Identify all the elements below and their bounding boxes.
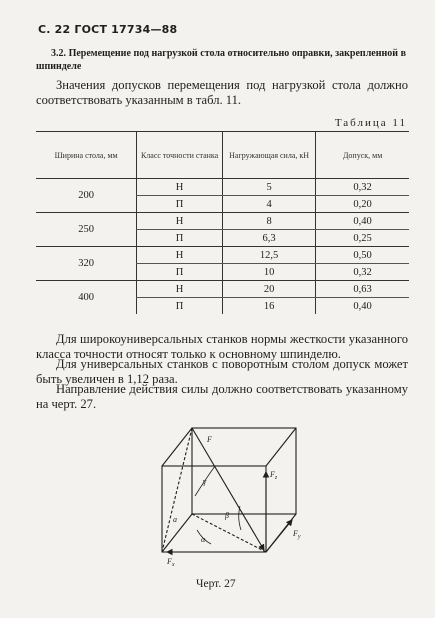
section-heading: 3.2. Перемещение под нагрузкой стола относительно оправки, закрепленной в шпинделе	[36, 48, 406, 72]
label-alpha: α	[201, 535, 206, 544]
cell-width: 200	[36, 179, 137, 213]
cell-tolerance: 0,40	[316, 213, 409, 230]
cell-class: П	[137, 298, 223, 315]
table-row	[36, 213, 409, 230]
force-f-vector	[192, 428, 264, 550]
label-gamma: γ	[203, 477, 207, 486]
cell-force: 16	[222, 298, 315, 315]
cell-class: П	[137, 264, 223, 281]
label-fx: $F_x$	[167, 557, 175, 568]
force-vectors	[162, 428, 292, 552]
cell-force: 12,5	[222, 247, 315, 264]
label-fz: $F_z$	[270, 470, 278, 481]
cell-force: 6,3	[222, 230, 315, 247]
header-load-force: Нагружающая сила, кН	[222, 132, 315, 179]
cell-tolerance: 0,25	[316, 230, 409, 247]
cell-class: Н	[137, 179, 223, 196]
table-row	[36, 281, 409, 298]
force-fy-vector	[266, 520, 292, 552]
cell-tolerance: 0,32	[316, 179, 409, 196]
cell-class: Н	[137, 213, 223, 230]
header-accuracy-class: Класс точности станка	[137, 132, 223, 179]
cell-class: Н	[137, 247, 223, 264]
cell-width: 400	[78, 292, 94, 303]
paragraph-tolerance-intro: Значения допусков перемещения под нагрузкой стола должно соответствовать указанным в табл. 11.	[36, 78, 408, 107]
cell-force: 20	[222, 281, 315, 298]
figure-caption: Черт. 27	[196, 578, 236, 590]
cell-tolerance: 0,20	[316, 196, 409, 213]
label-fy: $F_y$	[293, 529, 301, 540]
table-row	[36, 247, 409, 264]
cell-force: 10	[222, 264, 315, 281]
cell-tolerance: 0,32	[316, 264, 409, 281]
page-header: С. 22 ГОСТ 17734—88	[38, 23, 178, 36]
cell-width: 250	[36, 213, 137, 247]
cell-tolerance: 0,40	[316, 298, 409, 315]
header-table-width: Ширина стола, мм	[36, 132, 137, 179]
paragraph-force-direction: Направление действия силы должно соответствовать указанному на черт. 27.	[36, 382, 408, 411]
table-row	[36, 179, 409, 196]
tolerance-table	[36, 131, 409, 314]
table-caption: Таблица 11	[334, 117, 407, 129]
cell-class: Н	[137, 281, 223, 298]
cell-tolerance: 0,50	[316, 247, 409, 264]
label-a: a	[173, 515, 177, 524]
label-f: F	[207, 435, 212, 444]
cell-force: 4	[222, 196, 315, 213]
cell-width: 320	[36, 247, 137, 281]
header-tolerance: Допуск, мм	[316, 132, 409, 179]
cell-class: П	[137, 196, 223, 213]
angle-arcs	[195, 466, 241, 544]
paragraph-rotary-table: Для универсальных станков с поворотным столом допуск может быть увеличен в 1,12 раза.	[36, 357, 408, 386]
label-beta: β	[225, 511, 229, 520]
cell-force: 5	[222, 179, 315, 196]
cell-class: П	[137, 230, 223, 247]
force-direction-diagram	[145, 418, 315, 568]
cell-tolerance: 0,63	[316, 281, 409, 298]
cell-force: 8	[222, 213, 315, 230]
table-header-row	[36, 132, 409, 179]
paragraph-universal-wide: Для широкоуниверсальных станков нормы жесткости указанного класса точности относят только к основному шпинделю.	[36, 332, 408, 361]
